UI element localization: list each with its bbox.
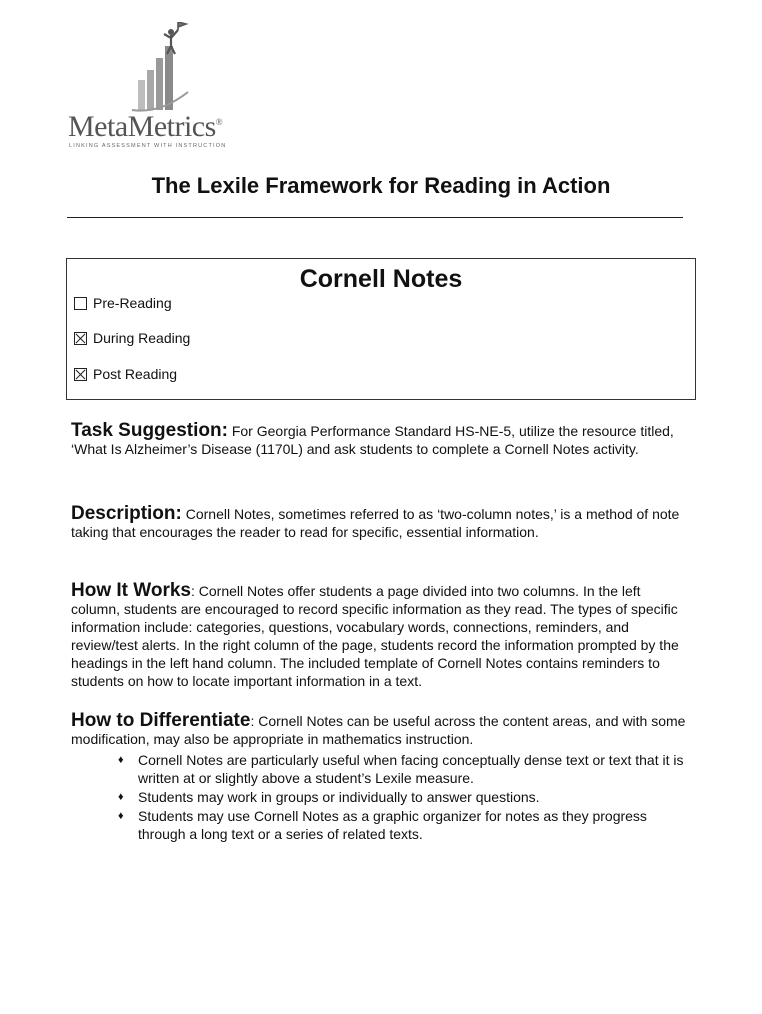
description-heading: Description: <box>71 503 182 524</box>
how-it-works-text: : Cornell Notes offer students a page divided into two columns. In the left column, students are encouraged to record specific information as they read. The types of specific information include: categories, questions, vocabulary words, connections, reminders, and review/test alerts. In the right column of the page, students record the information prompted by the headings in the left hand column. The included template of Cornell Notes contains reminders to students on how to locate important information in a text. <box>71 583 679 689</box>
checkbox-post-reading[interactable] <box>74 368 87 381</box>
option-label: During Reading <box>93 330 191 346</box>
checkbox-during-reading[interactable] <box>74 332 87 345</box>
differentiate-section <box>71 712 691 748</box>
cornell-notes-box <box>66 258 696 400</box>
box-title: Cornell Notes <box>299 265 463 293</box>
logo-bars-figure-icon <box>130 22 192 114</box>
option-post-reading[interactable] <box>74 366 177 382</box>
option-during-reading[interactable] <box>74 330 190 346</box>
task-text: For Georgia Performance Standard HS-NE-5, utilize the resource titled, ‘What Is Alzheimer’s Disease (1170L) and ask students to complete a Cornell Notes activity. <box>71 423 674 457</box>
how-it-works-heading: How It Works <box>71 580 191 601</box>
page-title: The Lexile Framework for Reading in Action <box>151 173 611 198</box>
logo-wordmark: MetaMetrics® <box>68 110 223 143</box>
differentiate-bullet-list <box>118 751 698 844</box>
how-it-works-section <box>71 582 691 690</box>
list-item: ♦ Cornell Notes are particularly useful when facing conceptually dense text or text that it is written at or slightly above a student’s Lexile measure. <box>118 752 684 786</box>
option-pre-reading[interactable] <box>74 295 172 311</box>
option-label: Pre-Reading <box>93 295 172 311</box>
diamond-bullet-icon: ♦ <box>118 754 124 766</box>
title-divider <box>67 217 683 218</box>
task-suggestion-section <box>71 422 691 458</box>
diamond-bullet-icon: ♦ <box>118 791 124 803</box>
checkbox-pre-reading[interactable] <box>74 297 87 310</box>
differentiate-heading: How to Differentiate <box>71 710 251 731</box>
metametrics-logo <box>68 22 258 152</box>
list-item: ♦ Students may use Cornell Notes as a graphic organizer for notes as they progress through a long text or a series of related texts. <box>118 808 647 842</box>
task-heading: Task Suggestion: <box>71 420 228 441</box>
description-section <box>71 505 691 541</box>
diamond-bullet-icon: ♦ <box>118 810 124 822</box>
option-label: Post Reading <box>93 366 178 382</box>
description-text: Cornell Notes, sometimes referred to as ‘two-column notes,’ is a method of note taking that encourages the reader to read for specific, essential information. <box>71 506 680 540</box>
list-item: ♦ Students may work in groups or individually to answer questions. <box>118 789 540 805</box>
differentiate-text: : Cornell Notes can be useful across the content areas, and with some modification, may also be appropriate in mathematics instruction. <box>71 713 686 747</box>
logo-tagline: LINKING ASSESSMENT WITH INSTRUCTION <box>69 143 227 149</box>
